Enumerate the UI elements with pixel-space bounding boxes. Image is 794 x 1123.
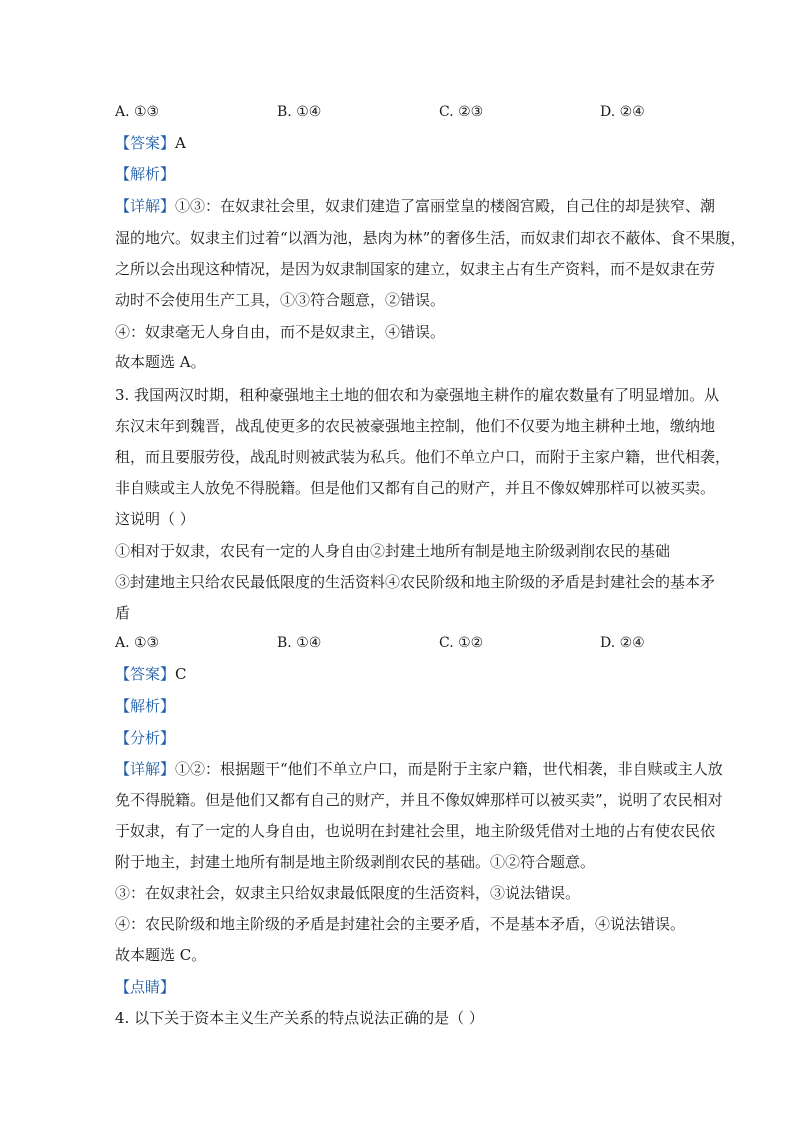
- q3-detail-line-4: 附于地主，封建土地所有制是地主阶级剥削农民的基础。①②符合题意。: [115, 853, 596, 871]
- q3-stem-line-2: 东汉末年到魏晋，战乱使更多的农民被豪强地主控制，他们不仅要为地主耕种土地，缴纳地: [115, 417, 716, 435]
- q2-options: [115, 102, 685, 122]
- q3-detail-line-6: ④：农民阶级和地主阶级的矛盾是封建社会的主要矛盾，不是基本矛盾，④说法错误。: [115, 915, 686, 933]
- q2-detail-tag: 【详解】: [115, 197, 176, 215]
- q2-detail-line-2: 湿的地穴。奴隶主们过着“以酒为池，悬肉为林”的奢侈生活，而奴隶们却衣不蔽体、食不果腹，: [115, 229, 746, 247]
- q3-detail-line-1: 【详解】①②：根据题干“他们不单立户口，而是附于主家户籍，世代相袭，非自赎或主人放: [115, 760, 723, 778]
- q3-stem-line-1: 3. 我国两汉时期，租种豪强地主土地的佃农和为豪强地主耕作的雇农数量有了明显增加。从: [115, 386, 720, 404]
- q2-analysis-tag: 【解析】: [115, 165, 176, 183]
- q2-answer-value: A: [175, 134, 186, 152]
- q3-statement-line-2: ③封建地主只给农民最低限度的生活资料④农民阶级和地主阶级的矛盾是封建社会的基本矛: [115, 573, 716, 591]
- q3-detail-line-5: ③：在奴隶社会，奴隶主只给奴隶最低限度的生活资料，③说法错误。: [115, 884, 581, 902]
- q3-options: [115, 633, 685, 653]
- q3-answer-value: C: [175, 665, 187, 683]
- q4-stem: 4. 以下关于资本主义生产关系的特点说法正确的是（ ）: [115, 1009, 484, 1027]
- q3-option-b: B. ①④: [277, 635, 322, 651]
- q2-detail-line-3: 之所以会出现这种情况，是因为奴隶制国家的建立，奴隶主占有生产资料，而不是奴隶在劳: [115, 260, 716, 278]
- q3-dianjing-tag: 【点睛】: [115, 978, 176, 996]
- q2-option-a: A. ①③: [115, 104, 160, 120]
- q3-detail-tag: 【详解】: [115, 760, 176, 778]
- q3-conclusion: 故本题选 C。: [115, 946, 207, 964]
- q3-answer-tag: 【答案】: [115, 665, 176, 683]
- q3-option-d: D. ②④: [600, 635, 645, 651]
- q2-answer-tag: 【答案】: [115, 134, 176, 152]
- q3-detail-line-3: 于奴隶，有了一定的人身自由，也说明在封建社会里，地主阶级凭借对土地的占有使农民依: [115, 822, 716, 840]
- q3-analysis-tag: 【解析】: [115, 697, 176, 715]
- q2-option-b: B. ①④: [277, 104, 322, 120]
- q2-conclusion: 故本题选 A。: [115, 353, 206, 371]
- q3-detail-line-2: 免不得脱籍。但是他们又都有自己的财产，并且不像奴婢那样可以被买卖”，说明了农民相对: [115, 791, 723, 809]
- q2-option-d: D. ②④: [600, 104, 645, 120]
- q2-detail-line-1: 【详解】①③：在奴隶社会里，奴隶们建造了富丽堂皇的楼阁宫殿，自己住的却是狭窄、潮: [115, 197, 716, 215]
- q2-detail-line-4: 动时不会使用生产工具，①③符合题意，②错误。: [115, 291, 446, 309]
- q3-stem-line-3: 租，而且要服劳役，战乱时则被武装为私兵。他们不单立户口，而附于主家户籍，世代相袭，: [115, 448, 731, 466]
- q2-detail-line-5: ④：奴隶毫无人身自由，而不是奴隶主，④错误。: [115, 323, 446, 341]
- q3-statement-line-1: ①相对于奴隶，农民有一定的人身自由②封建土地所有制是地主阶级剥削农民的基础: [115, 542, 671, 560]
- q2-answer-line: [115, 133, 685, 153]
- q3-statement-line-3: 盾: [115, 604, 131, 622]
- q3-stem-line-5: 这说明（ ）: [115, 510, 195, 528]
- q2-option-c: C. ②③: [439, 104, 484, 120]
- q3-answer-line: [115, 664, 685, 684]
- q3-option-c: C. ①②: [439, 635, 484, 651]
- q3-fenxi-tag: 【分析】: [115, 729, 176, 747]
- q3-stem-line-4: 非自赎或主人放免不得脱籍。但是他们又都有自己的财产，并且不像奴婢那样可以被买卖。: [115, 479, 716, 497]
- q3-option-a: A. ①③: [115, 635, 160, 651]
